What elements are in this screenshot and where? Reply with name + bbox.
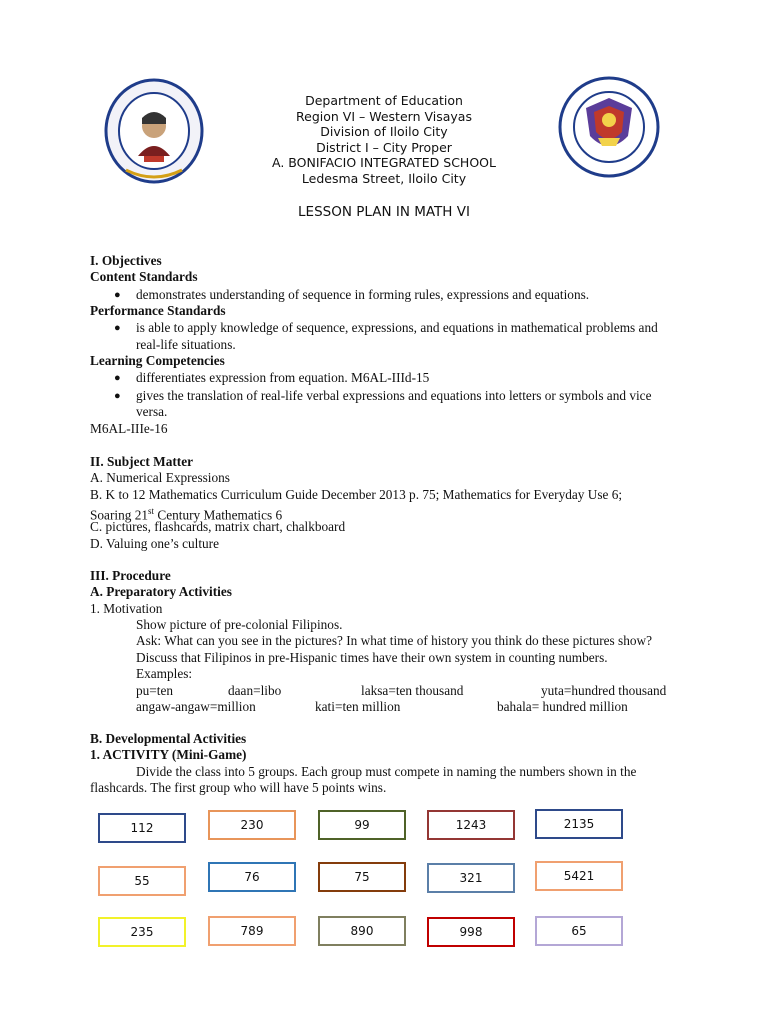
examples-label: Examples: xyxy=(136,666,193,681)
performance-standard-line-2: real-life situations. xyxy=(136,337,236,352)
performance-standards-heading: Performance Standards xyxy=(90,303,226,318)
flashcard: 321 xyxy=(427,863,515,893)
bullet-icon: ● xyxy=(114,322,121,334)
subject-topic: A. Numerical Expressions xyxy=(90,470,230,485)
flashcard: 1243 xyxy=(427,810,515,840)
learning-competencies-heading: Learning Competencies xyxy=(90,353,225,368)
flashcard: 75 xyxy=(318,862,406,892)
flashcard: 2135 xyxy=(535,809,623,839)
example-kati: kati=ten million xyxy=(315,699,401,714)
competency-item-2-line-2: versa. xyxy=(136,404,168,419)
example-angaw: angaw-angaw=million xyxy=(136,699,256,714)
subject-references-line-2: Soaring 21st Century Mathematics 6 xyxy=(90,506,283,523)
page-title: LESSON PLAN IN MATH VI xyxy=(298,204,470,220)
letterhead xyxy=(0,93,768,187)
letterhead-region: Region VI – Western Visayas xyxy=(296,108,472,124)
letterhead-school: A. BONIFACIO INTEGRATED SCHOOL xyxy=(272,155,496,171)
flashcard: 230 xyxy=(208,810,296,840)
example-bahala: bahala= hundred million xyxy=(497,699,628,714)
subject-values: D. Valuing one’s culture xyxy=(90,536,220,551)
example-pu: pu=ten xyxy=(136,683,174,698)
motivation-step-1: Show picture of pre-colonial Filipinos. xyxy=(136,617,343,632)
flashcard: 112 xyxy=(98,813,186,843)
flashcard: 76 xyxy=(208,862,296,892)
performance-standard-line-1: is able to apply knowledge of sequence, expressions, and equations in mathematical problems and xyxy=(136,320,658,335)
content-standard-item: demonstrates understanding of sequence in forming rules, expressions and equations. xyxy=(136,287,590,302)
example-yuta: yuta=hundred thousand xyxy=(541,683,667,698)
bullet-icon: ● xyxy=(114,390,121,402)
flashcard: 5421 xyxy=(535,861,623,891)
flashcard: 890 xyxy=(318,916,406,946)
motivation-step-2: Ask: What can you see in the pictures? In what time of history you think do these pictures show? xyxy=(136,633,653,648)
letterhead-district: District I – City Proper xyxy=(316,139,452,155)
flashcard: 99 xyxy=(318,810,406,840)
bullet-icon: ● xyxy=(114,289,121,301)
letterhead-department: Department of Education xyxy=(305,93,463,108)
objectives-heading: I. Objectives xyxy=(90,253,162,268)
flashcard: 65 xyxy=(535,916,623,946)
flashcard: 998 xyxy=(427,917,515,947)
competency-code: M6AL-IIIe-16 xyxy=(90,421,168,436)
letterhead-division: Division of Iloilo City xyxy=(320,124,448,140)
letterhead-address: Ledesma Street, Iloilo City xyxy=(301,170,467,186)
content-standards-heading: Content Standards xyxy=(90,269,198,284)
motivation-step-3: Discuss that Filipinos in pre-Hispanic times have their own system in counting numbers. xyxy=(136,650,608,665)
flashcard: 789 xyxy=(208,916,296,946)
subject-matter-heading: II. Subject Matter xyxy=(90,454,194,469)
example-laksa: laksa=ten thousand xyxy=(361,683,464,698)
example-daan: daan=libo xyxy=(228,683,282,698)
flashcard: 55 xyxy=(98,866,186,896)
motivation-heading: 1. Motivation xyxy=(90,601,163,616)
procedure-heading: III. Procedure xyxy=(90,568,171,583)
competency-item-2-line-1: gives the translation of real-life verbal expressions and equations into letters or symbols and vice xyxy=(136,388,652,403)
subject-materials: C. pictures, flashcards, matrix chart, chalkboard xyxy=(90,519,346,534)
competency-item-1: differentiates expression from equation. M6AL-IIId-15 xyxy=(136,370,430,385)
developmental-heading: B. Developmental Activities xyxy=(90,731,247,746)
flashcard: 235 xyxy=(98,917,186,947)
activity-instructions-line-1: Divide the class into 5 groups. Each group must compete in naming the numbers shown in the xyxy=(136,764,637,779)
bullet-icon: ● xyxy=(114,372,121,384)
activity-heading: 1. ACTIVITY (Mini-Game) xyxy=(90,747,247,762)
activity-instructions-line-2: flashcards. The first group who will have 5 points wins. xyxy=(90,780,387,795)
subject-references-line-1: B. K to 12 Mathematics Curriculum Guide December 2013 p. 75; Mathematics for Everyday Use 6; xyxy=(90,487,623,502)
preparatory-heading: A. Preparatory Activities xyxy=(90,584,232,599)
